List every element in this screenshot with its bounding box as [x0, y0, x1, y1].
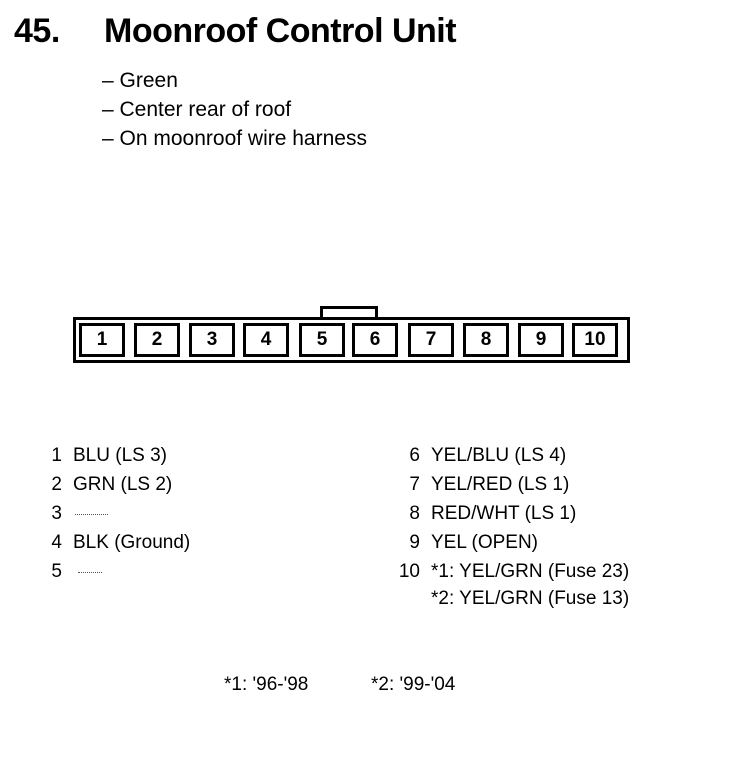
pin-number: 9 — [409, 532, 420, 553]
pin-wire: *1: YEL/GRN (Fuse 23) — [431, 561, 630, 582]
pin-wire: YEL/BLU (LS 4) — [431, 445, 567, 466]
pin-wire: YEL/RED (LS 1) — [431, 474, 570, 495]
page-title: Moonroof Control Unit — [104, 12, 457, 50]
pin-number: 7 — [409, 474, 420, 495]
connector-pin-9: 9 — [518, 323, 564, 357]
pin-number: 8 — [409, 503, 420, 524]
pin-wire: GRN (LS 2) — [73, 474, 173, 495]
info-harness: – On moonroof wire harness — [102, 127, 367, 150]
pin-number: 1 — [51, 445, 62, 466]
connector-pin-2: 2 — [134, 323, 180, 357]
pin-wire: RED/WHT (LS 1) — [431, 503, 577, 524]
pin-number: 4 — [51, 532, 62, 553]
pin-row-3 — [40, 502, 120, 526]
connector-diagram — [73, 317, 630, 363]
pin-number: 10 — [398, 561, 420, 582]
pin-wire: BLU (LS 3) — [73, 445, 167, 466]
connector-pin-4: 4 — [243, 323, 289, 357]
footnote-1: *1: '96-'98 — [224, 674, 309, 695]
location-info-list — [102, 66, 367, 153]
section-number: 45. — [14, 12, 60, 50]
pin-number: 3 — [51, 503, 62, 524]
connector-pin-8: 8 — [463, 323, 509, 357]
info-color: – Green — [102, 69, 178, 92]
unused-pin-dash — [78, 572, 102, 573]
pin-number: 2 — [51, 474, 62, 495]
pin-wire: YEL (OPEN) — [431, 532, 538, 553]
pin-row-5 — [40, 560, 120, 584]
connector-pin-7: 7 — [408, 323, 454, 357]
connector-pin-10: 10 — [572, 323, 618, 357]
info-location: – Center rear of roof — [102, 98, 292, 121]
connector-pin-3: 3 — [189, 323, 235, 357]
footnote-2: *2: '99-'04 — [371, 674, 456, 695]
pin-wire: BLK (Ground) — [73, 532, 191, 553]
connector-pin-5: 5 — [299, 323, 345, 357]
pin-number: 5 — [51, 561, 62, 582]
pin-wire: *2: YEL/GRN (Fuse 13) — [431, 588, 630, 609]
unused-pin-dash — [75, 514, 108, 515]
pin-number: 6 — [409, 445, 420, 466]
connector-pin-1: 1 — [79, 323, 125, 357]
connector-pin-6: 6 — [352, 323, 398, 357]
